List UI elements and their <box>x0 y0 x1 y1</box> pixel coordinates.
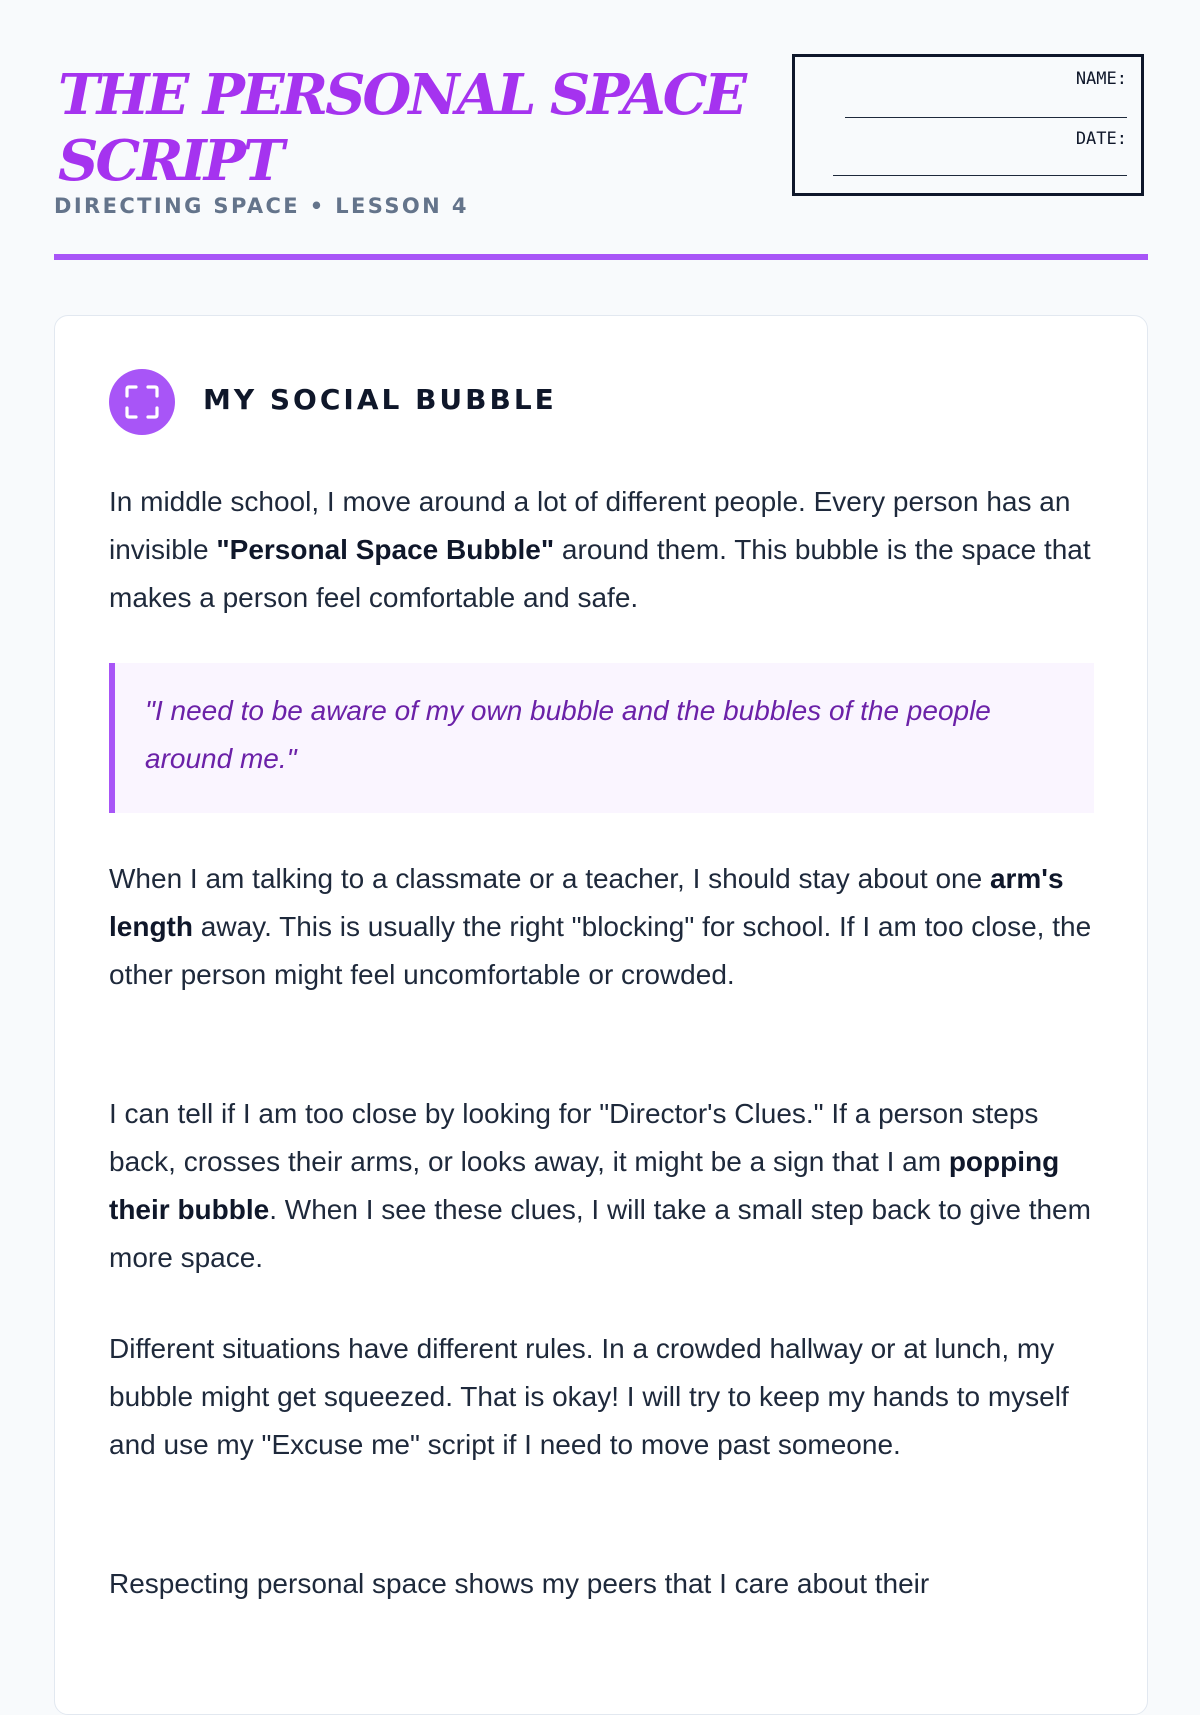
quote-text: "I need to be aware of my own bubble and the bubbles of the people around me." <box>145 695 991 774</box>
paragraph-directors-clues <box>109 1090 1099 1282</box>
name-label: NAME: <box>1075 69 1127 89</box>
quote-callout <box>109 663 1094 813</box>
content-card <box>54 315 1148 1715</box>
paragraph-intro-text-2: around them. This bubble is the space that makes a person feel comfortable and safe. <box>109 534 1091 613</box>
paragraph-directors-clues-text-2: . When I see these clues, I will take a small step back to give them more space. <box>109 1194 1091 1273</box>
paragraph-situations: Different situations have different rules. In a crowded hallway or at lunch, my bubble might get squeezed. That is okay! I will try to keep my hands to myself and use my "Excuse me" script if I need to move past someone. <box>109 1333 1069 1460</box>
name-date-box <box>792 54 1144 196</box>
page-title: THE PERSONAL SPACE SCRIPT <box>58 62 745 194</box>
focus-frame-icon-glyph <box>109 369 175 435</box>
focus-frame-icon <box>109 369 175 435</box>
header-divider <box>54 254 1148 260</box>
date-line <box>833 175 1127 176</box>
paragraph-intro <box>109 478 1099 622</box>
paragraph-arms-length-bold: arm's length <box>109 863 1064 942</box>
paragraph-intro-text-1: In middle school, I move around a lot of different people. Every person has an invisible <box>109 486 1071 565</box>
paragraph-intro-bold: "Personal Space Bubble" <box>216 534 555 565</box>
name-line <box>845 117 1127 118</box>
paragraph-respect: Respecting personal space shows my peers that I care about their <box>109 1568 930 1599</box>
paragraph-arms-length-text-1: When I am talking to a classmate or a teacher, I should stay about one <box>109 863 990 894</box>
paragraph-directors-clues-bold: popping their bubble <box>109 1146 1060 1225</box>
section-title: MY SOCIAL BUBBLE <box>203 383 557 416</box>
worksheet-header <box>54 56 1148 260</box>
name-row <box>1076 69 1127 89</box>
date-label: DATE: <box>1075 129 1127 149</box>
paragraph-directors-clues-text-1: I can tell if I am too close by looking for "Director's Clues." If a person steps back, crosses their arms, or looks away, it might be a sign that I am <box>109 1098 1039 1177</box>
lesson-subtitle: DIRECTING SPACE • LESSON 4 <box>54 194 469 218</box>
paragraph-arms-length <box>109 855 1099 999</box>
date-row <box>1076 129 1127 149</box>
paragraph-arms-length-text-2: away. This is usually the right "blocking" for school. If I am too close, the other person might feel uncomfortable or crowded. <box>109 911 1092 990</box>
